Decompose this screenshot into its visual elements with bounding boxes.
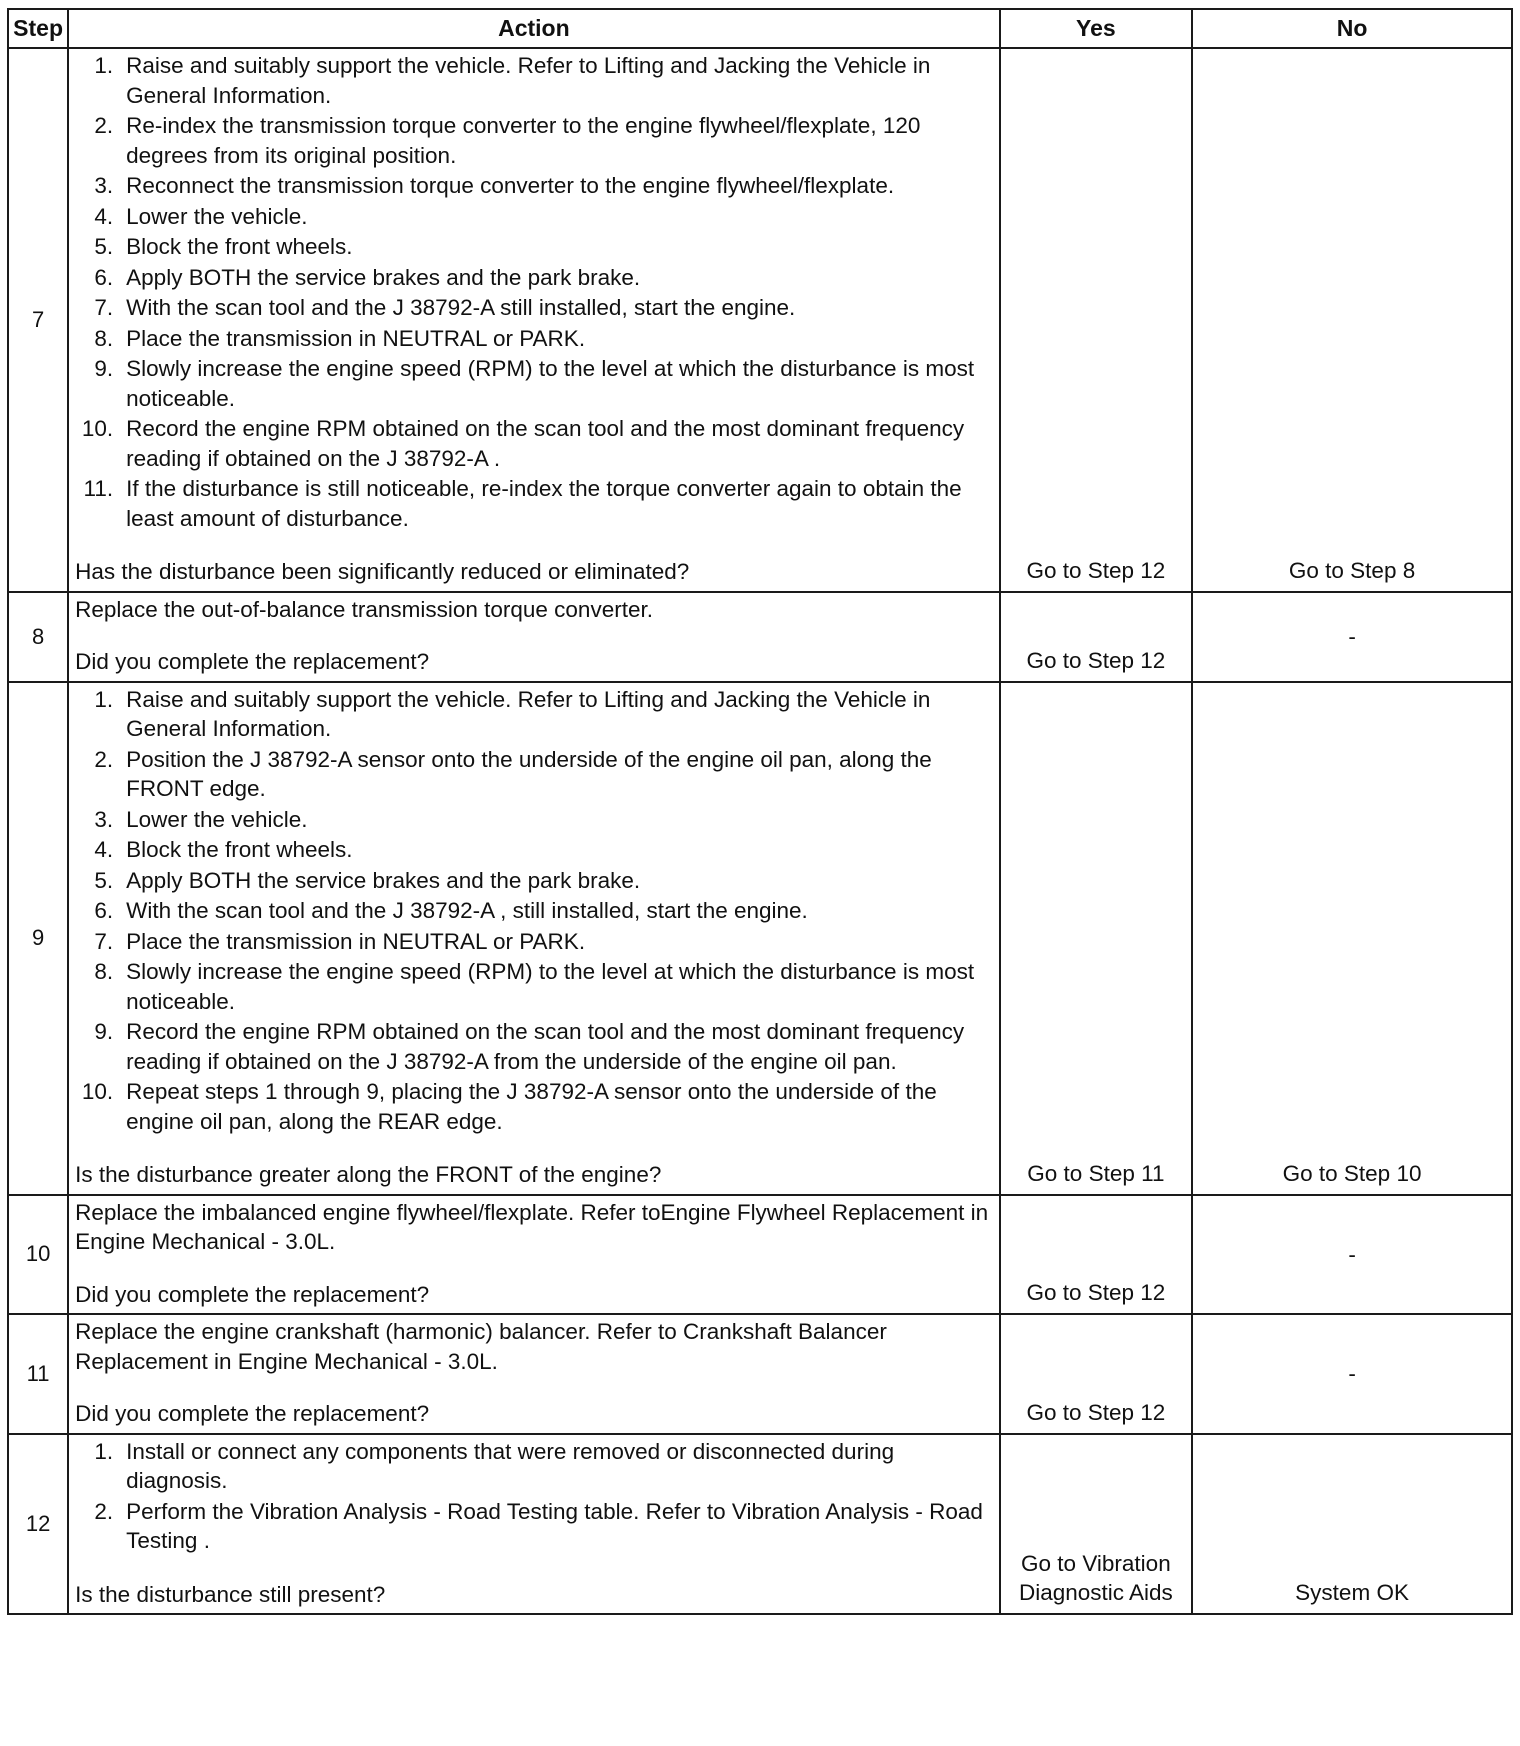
action-step-text: Block the front wheels.: [126, 234, 353, 259]
action-step-text: With the scan tool and the J 38792-A , still installed, start the engine.: [126, 898, 808, 923]
action-step: [75, 171, 992, 201]
action-step-text: Block the front wheels.: [126, 837, 353, 862]
header-no: No: [1192, 9, 1512, 48]
header-row: [8, 9, 1512, 48]
action-step: [75, 111, 992, 170]
action-step-number: 11.: [83, 476, 114, 501]
action-step-text: Perform the Vibration Analysis - Road Testing table. Refer to Vibration Analysis - Road Testing .: [126, 1498, 983, 1553]
action-step-text: Record the engine RPM obtained on the scan tool and the most dominant frequency reading if obtained on the J 38792-A from the underside of the engine oil pan.: [126, 1019, 965, 1074]
spacer: [75, 1557, 992, 1580]
no-result: System OK: [1192, 1434, 1512, 1615]
header-step: Step: [8, 9, 68, 48]
action-step: [75, 866, 992, 896]
action-cell: [68, 682, 999, 1195]
action-step: [75, 293, 992, 323]
action-step-number: 2.: [94, 1498, 114, 1524]
yes-result: Go to Step 11: [1000, 682, 1193, 1195]
action-step-text: Place the transmission in NEUTRAL or PARK.: [126, 325, 586, 351]
spacer: [75, 1376, 992, 1399]
action-step: [75, 1017, 992, 1076]
action-step: [75, 414, 992, 473]
yes-result: Go to Step 12: [1000, 48, 1193, 592]
action-question: Is the disturbance greater along the FRONT of the engine?: [75, 1162, 662, 1187]
action-step: [75, 324, 992, 354]
action-step-number: 3.: [94, 173, 114, 198]
table-row: [8, 1195, 1512, 1315]
action-step-number: 2.: [94, 113, 114, 138]
action-step-number: 1.: [94, 53, 114, 78]
action-steps-list: [75, 1437, 992, 1556]
action-step-text: Lower the vehicle.: [126, 806, 308, 832]
no-result: -: [1192, 1314, 1512, 1434]
action-step: [75, 474, 992, 533]
action-step-text: Install or connect any components that were removed or disconnected during diagnosis.: [126, 1438, 895, 1493]
action-step: [75, 927, 992, 957]
diagnostic-table: [7, 8, 1513, 1615]
action-step: [75, 685, 992, 744]
action-step-number: 10.: [81, 416, 114, 441]
action-step-number: 5.: [94, 867, 114, 893]
action-text: Replace the out-of-balance transmission torque converter.: [75, 596, 653, 622]
action-step-number: 9.: [94, 356, 114, 381]
action-step: [75, 1077, 992, 1136]
action-step-text: Slowly increase the engine speed (RPM) to the level at which the disturbance is most noticeable.: [126, 959, 975, 1014]
yes-result: Go to Vibration Diagnostic Aids: [1000, 1434, 1193, 1615]
action-step: [75, 745, 992, 804]
action-step: [75, 51, 992, 110]
table-row: [8, 48, 1512, 592]
action-step-text: Lower the vehicle.: [126, 203, 308, 229]
no-result: Go to Step 10: [1192, 682, 1512, 1195]
action-step-number: 7.: [94, 928, 114, 954]
action-step-number: 4.: [94, 837, 114, 862]
yes-result: Go to Step 12: [1000, 592, 1193, 682]
spacer: [75, 1137, 992, 1160]
action-step-number: 1.: [94, 1438, 114, 1464]
action-step-number: 7.: [94, 295, 114, 320]
action-step-text: Re-index the transmission torque converter to the engine flywheel/flexplate, 120 degrees from its original position.: [126, 113, 921, 168]
action-step: [75, 1437, 992, 1496]
action-text: Replace the imbalanced engine flywheel/flexplate. Refer toEngine Flywheel Replacement in Engine Mechanical - 3.0L.: [75, 1199, 989, 1254]
action-step-text: Record the engine RPM obtained on the scan tool and the most dominant frequency reading if obtained on the J 38792-A .: [126, 416, 965, 471]
action-question: Did you complete the replacement?: [75, 1401, 430, 1426]
action-step-text: If the disturbance is still noticeable, re-index the torque converter again to obtain the least amount of disturbance.: [126, 476, 962, 531]
action-step: [75, 232, 992, 262]
action-step-text: Repeat steps 1 through 9, placing the J 38792-A sensor onto the underside of the engine oil pan, along the REAR edge.: [126, 1079, 937, 1134]
action-steps-list: [75, 685, 992, 1137]
action-step-number: 5.: [94, 234, 114, 259]
action-step: [75, 1497, 992, 1556]
action-step-number: 3.: [94, 806, 114, 832]
action-cell: [68, 1195, 999, 1315]
header-yes: Yes: [1000, 9, 1193, 48]
action-step-text: Apply BOTH the service brakes and the park brake.: [126, 264, 641, 290]
action-step-text: Place the transmission in NEUTRAL or PARK.: [126, 928, 586, 954]
action-step-number: 10.: [81, 1079, 114, 1104]
step-number: 8: [8, 592, 68, 682]
step-number: 9: [8, 682, 68, 1195]
action-step-text: Reconnect the transmission torque converter to the engine flywheel/flexplate.: [126, 173, 895, 198]
action-step: [75, 835, 992, 865]
action-cell: [68, 592, 999, 682]
action-step-number: 6.: [94, 898, 114, 923]
table-row: [8, 1314, 1512, 1434]
action-step: [75, 896, 992, 926]
step-number: 12: [8, 1434, 68, 1615]
action-step: [75, 263, 992, 293]
action-cell: [68, 1314, 999, 1434]
action-step-number: 2.: [94, 746, 114, 772]
action-step: [75, 957, 992, 1016]
table-row: [8, 592, 1512, 682]
yes-result: Go to Step 12: [1000, 1314, 1193, 1434]
action-step-text: Position the J 38792-A sensor onto the underside of the engine oil pan, along the FRONT edge.: [126, 746, 932, 801]
action-step-number: 1.: [94, 686, 114, 712]
step-number: 11: [8, 1314, 68, 1434]
action-step-number: 4.: [94, 203, 114, 229]
table-body: [8, 48, 1512, 1614]
action-step-number: 6.: [94, 264, 114, 290]
no-result: Go to Step 8: [1192, 48, 1512, 592]
action-step-text: Slowly increase the engine speed (RPM) to the level at which the disturbance is most noticeable.: [126, 356, 975, 411]
action-step-text: Raise and suitably support the vehicle. Refer to Lifting and Jacking the Vehicle in General Information.: [126, 53, 931, 108]
action-step-text: With the scan tool and the J 38792-A still installed, start the engine.: [126, 295, 796, 320]
action-step-number: 9.: [94, 1019, 114, 1044]
yes-result: Go to Step 12: [1000, 1195, 1193, 1315]
spacer: [75, 624, 992, 647]
action-question: Has the disturbance been significantly reduced or eliminated?: [75, 559, 690, 584]
action-cell: [68, 48, 999, 592]
header-action: Action: [68, 9, 999, 48]
action-question: Did you complete the replacement?: [75, 649, 430, 674]
step-number: 10: [8, 1195, 68, 1315]
action-cell: [68, 1434, 999, 1615]
spacer: [75, 1257, 992, 1280]
action-question: Is the disturbance still present?: [75, 1581, 386, 1607]
table-row: [8, 682, 1512, 1195]
no-result: -: [1192, 592, 1512, 682]
action-steps-list: [75, 51, 992, 533]
action-step: [75, 202, 992, 232]
action-step-number: 8.: [94, 959, 114, 984]
action-question: Did you complete the replacement?: [75, 1281, 430, 1307]
action-step: [75, 805, 992, 835]
action-step-text: Apply BOTH the service brakes and the park brake.: [126, 867, 641, 893]
action-step-text: Raise and suitably support the vehicle. Refer to Lifting and Jacking the Vehicle in General Information.: [126, 686, 931, 741]
action-step-number: 8.: [94, 325, 114, 351]
action-step: [75, 354, 992, 413]
table-row: [8, 1434, 1512, 1615]
spacer: [75, 534, 992, 557]
action-text: Replace the engine crankshaft (harmonic) balancer. Refer to Crankshaft Balancer Replacement in Engine Mechanical - 3.0L.: [75, 1319, 887, 1374]
step-number: 7: [8, 48, 68, 592]
no-result: -: [1192, 1195, 1512, 1315]
